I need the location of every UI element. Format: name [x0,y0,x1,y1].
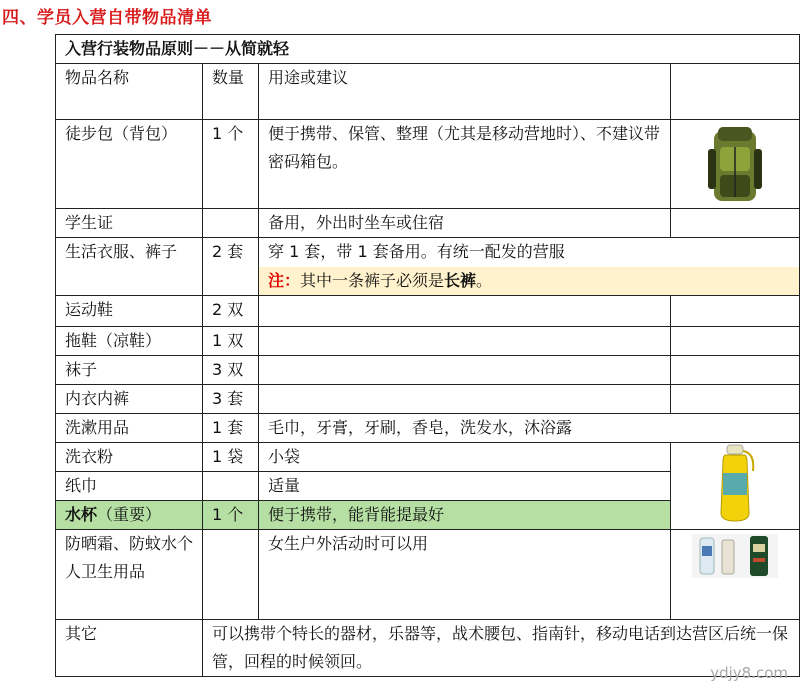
item-name: 袜子 [56,355,203,384]
item-use: 便于携带、保管、整理（尤其是移动营地时）、不建议带密码箱包。 [259,120,671,209]
item-use: 便于携带，能背能提最好 [259,500,671,529]
sunscreen-image [671,529,800,619]
sunscreen-icon [692,534,778,578]
table-row [56,120,800,209]
item-use [259,295,671,326]
table-row [56,529,800,619]
site-watermark: ydjy8.com [710,664,788,682]
item-use: 毛巾，牙膏，牙刷，香皂，洗发水，沐浴露 [259,413,800,442]
backpack-image [671,120,800,209]
note-text: 其中一条裤子必须是 [300,270,445,290]
section-heading: 四、学员入营自带物品清单 [2,8,212,28]
note-end: 。 [476,270,493,290]
item-use: 小袋 [259,442,671,471]
item-use: 可以携带个特长的器材，乐器等，战术腰包、指南针，移动电话到达营区后统一保管，回程的时候领回。 [203,619,800,676]
item-name: 其它 [56,619,203,676]
item-use: 女生户外活动时可以用 [259,529,671,619]
item-name: 洗漱用品 [56,413,203,442]
table-row [56,619,800,676]
backpack-icon [700,125,770,205]
image-cell-empty [671,384,800,413]
item-name: 防晒霜、防蚊水个人卫生用品 [56,529,203,619]
item-name-suffix: （重要） [97,504,162,524]
item-qty [203,471,259,500]
header-name: 物品名称 [56,64,203,120]
item-name: 学生证 [56,209,203,238]
item-qty: 3 套 [203,384,259,413]
item-qty: 1 双 [203,326,259,355]
item-qty: 1 袋 [203,442,259,471]
water-bottle-image [671,442,800,529]
table-row [56,442,800,471]
header-row [56,64,800,120]
image-cell-empty [671,209,800,238]
packing-list-table [55,34,800,677]
table-row [56,209,800,238]
item-use: 适量 [259,471,671,500]
item-qty [203,529,259,619]
item-name: 洗衣粉 [56,442,203,471]
item-qty: 1 套 [203,413,259,442]
title-row [56,35,800,64]
table-row [56,295,800,326]
header-image [671,64,800,120]
item-use [259,355,671,384]
item-name: 徒步包（背包） [56,120,203,209]
image-cell-empty [671,295,800,326]
note-label: 注： [268,270,301,290]
table-row [56,355,800,384]
item-use: 穿 1 套，带 1 套备用。有统一配发的营服 [259,238,800,267]
item-use [259,384,671,413]
image-cell-empty [671,326,800,355]
item-name: 纸巾 [56,471,203,500]
item-name-main: 水杯 [65,504,98,524]
table-row [56,384,800,413]
item-qty: 1 个 [203,500,259,529]
item-name: 拖鞋（凉鞋） [56,326,203,355]
item-qty [203,209,259,238]
note-bold: 长裤 [444,270,477,290]
header-use: 用途或建议 [259,64,671,120]
item-name: 运动鞋 [56,295,203,326]
table-row [56,238,800,267]
item-use: 备用，外出时坐车或住宿 [259,209,671,238]
header-qty: 数量 [203,64,259,120]
item-use [259,326,671,355]
item-qty: 3 双 [203,355,259,384]
item-qty: 1 个 [203,120,259,209]
water-bottle-icon [713,443,757,523]
clothes-note [259,267,800,296]
item-qty: 2 双 [203,295,259,326]
image-cell-empty [671,355,800,384]
item-name: 生活衣服、裤子 [56,238,203,296]
table-title: 入营行装物品原则－－从简就轻 [56,35,800,64]
item-qty: 2 套 [203,238,259,296]
item-name [56,500,203,529]
table-row [56,413,800,442]
item-name: 内衣内裤 [56,384,203,413]
table-row [56,326,800,355]
